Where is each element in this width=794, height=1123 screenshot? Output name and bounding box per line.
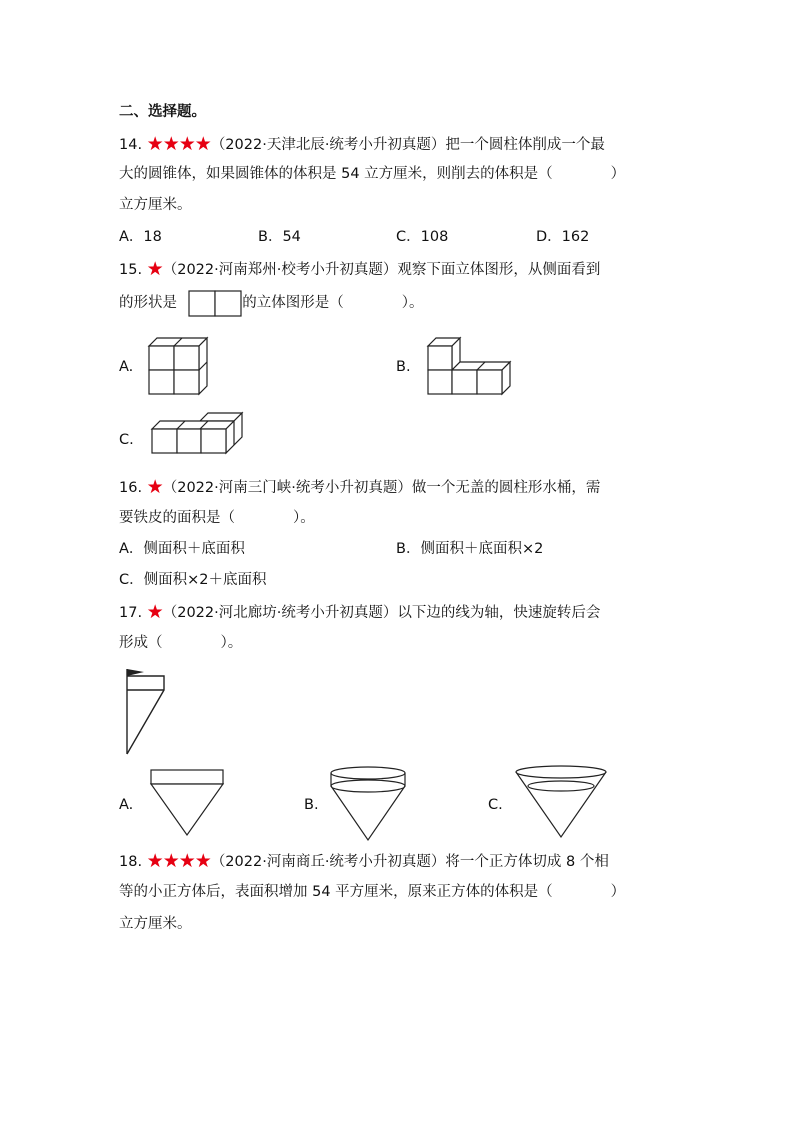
question-text: 的立体图形是（ ）。 (242, 295, 424, 311)
side-view-two-squares-icon (188, 290, 244, 318)
question-text: 的形状是 (119, 295, 177, 311)
difficulty-stars-icon: ★★★★ (146, 133, 211, 155)
rotation-shape-icon (124, 668, 168, 756)
question-text: （2022·河南郑州·校考小升初真题）观察下面立体图形，从侧面看到 (162, 262, 601, 278)
question-14-line-3: 立方厘米。 (119, 197, 192, 213)
question-text: （2022·河南三门峡·统考小升初真题）做一个无盖的圆柱形水桶，需 (162, 480, 601, 496)
option-c[interactable]: C．108 (396, 229, 449, 245)
option-c[interactable]: C．侧面积×2＋底面积 (119, 572, 267, 588)
cube-figure-b-icon[interactable] (428, 338, 512, 398)
question-text: （2022·河南商丘·统考小升初真题）将一个正方体切成 8 个相 (210, 854, 609, 870)
difficulty-stars-icon: ★ (146, 601, 163, 623)
question-14-line-2: 大的圆锥体，如果圆锥体的体积是 54 立方厘米，则削去的体积是（ ） (119, 166, 626, 182)
question-18-line-1 (119, 850, 609, 872)
option-b[interactable]: B．54 (258, 229, 301, 245)
option-b[interactable]: B．侧面积＋底面积×2 (396, 541, 544, 557)
question-number: 15. (119, 262, 143, 278)
cube-figure-c-icon[interactable] (152, 413, 244, 457)
cube-figure-a-icon[interactable] (149, 338, 209, 398)
question-18-line-2: 等的小正方体后，表面积增加 54 平方厘米，原来正方体的体积是（ ） (119, 884, 626, 900)
question-text: （2022·河北廊坊·统考小升初真题）以下边的线为轴，快速旋转后会 (162, 605, 601, 621)
solid-figure-c-icon[interactable] (514, 764, 610, 840)
option-d[interactable]: D．162 (536, 229, 590, 245)
option-a[interactable]: A．18 (119, 229, 162, 245)
question-14-line-1 (119, 133, 605, 155)
question-17-line-2: 形成（ ）。 (119, 635, 243, 651)
difficulty-stars-icon: ★ (146, 476, 163, 498)
question-number: 14. (119, 137, 143, 153)
question-18-line-3: 立方厘米。 (119, 916, 192, 932)
question-15-line-1 (119, 258, 600, 280)
option-a[interactable]: A．侧面积＋底面积 (119, 541, 245, 557)
solid-figure-a-icon[interactable] (150, 768, 226, 838)
option-c[interactable]: C. (488, 797, 503, 813)
difficulty-stars-icon: ★ (146, 258, 163, 280)
question-15-line-2 (119, 292, 423, 314)
question-number: 18. (119, 854, 143, 870)
option-a[interactable]: A. (119, 359, 134, 375)
question-17-line-1 (119, 601, 600, 623)
option-b[interactable]: B. (304, 797, 319, 813)
question-16-line-1 (119, 476, 600, 498)
question-number: 17. (119, 605, 143, 621)
solid-figure-b-icon[interactable] (329, 766, 409, 842)
question-text: （2022·天津北辰·统考小升初真题）把一个圆柱体削成一个最 (210, 137, 605, 153)
section-title: 二、选择题。 (119, 104, 206, 120)
difficulty-stars-icon: ★★★★ (146, 850, 211, 872)
option-b[interactable]: B. (396, 359, 411, 375)
question-number: 16. (119, 480, 143, 496)
question-16-line-2: 要铁皮的面积是（ ）。 (119, 510, 315, 526)
option-c[interactable]: C. (119, 432, 134, 448)
option-a[interactable]: A. (119, 797, 134, 813)
